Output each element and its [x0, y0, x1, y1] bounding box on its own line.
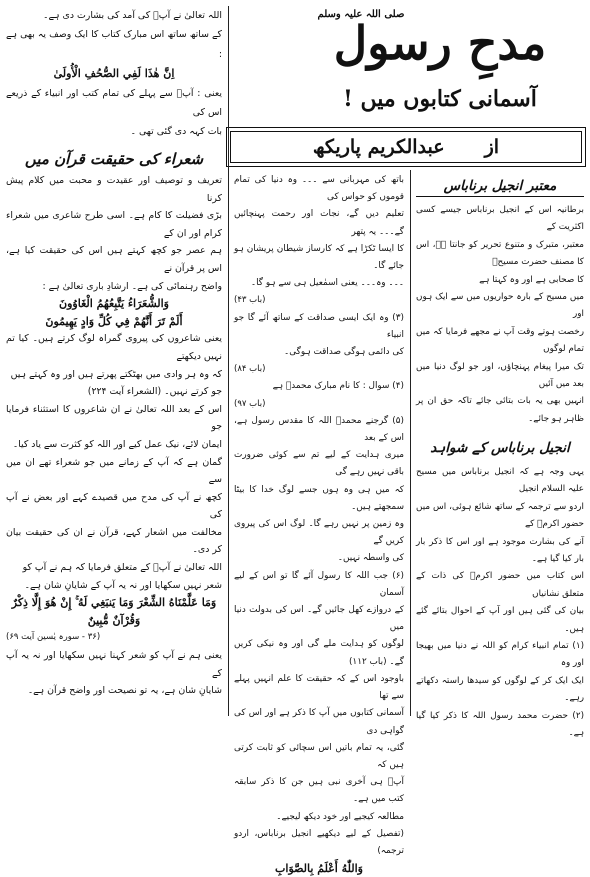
text-line: کا ایسا ٹکڑا ہے کہ کارساز شیطان پریشان ہو جائے گا۔: [234, 243, 404, 272]
chapter-ref: (باب ۸۴): [234, 364, 266, 375]
text-line: شایانِ شان ہے، یہ تو نصیحت اور واضح قرآن ہے۔: [27, 685, 222, 697]
text-line: کے دروازے کھل جائیں گے۔ اس کی بدولت دنیا میں: [234, 605, 404, 633]
text-line: آنے کی بشارت موجود ہے اور اس کا ذکر بار بار کیا گیا ہے۔: [416, 536, 584, 565]
text-line: برطانیہ اس کے انجیل برناباس جیسے کسی اکثریت کے: [416, 205, 584, 233]
text-line: یعنی شاعروں کی پیروی گمراہ لوگ کرتے ہیں۔ کیا تم نہیں دیکھتے: [6, 333, 222, 362]
text-line: تعلیم دیں گے، نجات اور رحمت پہنچائیں گے۔۔۔ یہ پتھر: [234, 209, 404, 237]
column-divider-left: [228, 6, 229, 716]
middle-column: [234, 172, 404, 877]
text-line: مطالعہ کیجیے اور خود دیکھ لیجیے۔: [276, 811, 404, 822]
text-line: میری ہدایت کے لیے تم سے کوئی ضرورت باقی نہیں رہے گی: [234, 450, 404, 478]
text-line: مخالفت میں اشعار کہے، قرآن نے ان کی حقیقت بیان کر دی۔: [6, 526, 222, 556]
text-line: گمان ہے کہ آپ کے زمانے میں جو شعراء تھے ان میں سے: [6, 456, 222, 486]
text-line: ہم عصر جو کچھ کہتے ہیں اس کی حقیقت کیا ہے، اس پر قرآن نے: [6, 245, 222, 274]
text-line: تک میرا پیغام پہنچاؤں، اور جو لوگ دنیا میں بعد میں آئیں: [416, 361, 584, 390]
text-line: ایمان لائے، نیک عمل کیے اور اللہ کو کثرت سے یاد کیا۔: [12, 438, 222, 450]
text-line: میں مسیح کے بارہ حواریوں میں سے ایک ہوں اور: [416, 292, 584, 320]
column-divider-right: [410, 170, 411, 716]
masthead-honorific: صلی اللہ علیہ وسلم: [317, 9, 405, 20]
text-line: یہی وجہ ہے کہ انجیل برناباس میں مسیح علیہ السلام انجیل: [416, 467, 584, 495]
text-line: بڑی فضیلت کا کام ہے۔ اسی طرح شاعری میں شعراء کرام اور ان کے: [6, 210, 222, 239]
text-line: ۔۔۔ وہ۔۔۔ یعنی اسمٰعیل ہی سے ہو گا۔: [250, 278, 404, 289]
text-line: وہ زمین پر نہیں رہے گا۔ لوگ اس کی پیروی کریں گے: [234, 519, 404, 547]
text-line: اس کے بعد اللہ تعالیٰ نے ان شاعروں کا استثناء فرمایا جو: [6, 403, 222, 433]
text-line: کہ میں ہی وہ ہوں جسے لوگ خدا کا بیٹا سمجھتے ہیں۔: [234, 484, 404, 512]
text-line: یعنی : آپؐ سے پہلے کی تمام کتب اور انبیاء کے ذریعے اس کی: [6, 87, 222, 119]
text-line: اللہ تعالیٰ نے آپؐ کے متعلق فرمایا کہ ہم نے آپ کو: [22, 562, 222, 574]
text-line: بیان کی گئی ہیں اور آپ کے احوال بتائے گئے ہیں۔: [416, 606, 584, 634]
text-line: باوجود اس کے کہ حقیقت کا علم انہیں پہلے سے تھا: [234, 673, 404, 702]
text-line: (۴) سوال : کا نام مبارک محمدؐ ہے: [272, 381, 404, 392]
chapter-ref: (باب ۹۷): [234, 398, 266, 409]
ayah-line: اِنَّ هٰذَا لَفِي الصُّحُفِ الْأُولَىٰ: [53, 67, 175, 81]
text-line: یعنی ہم نے آپ کو شعر کہنا نہیں سکھایا اور نہ یہ آپ کے: [6, 650, 222, 679]
text-line: کا صحابی ہے اور وہ کہتا ہے: [479, 274, 584, 285]
text-line: انہیں بھی یہ بات بتائی جائے تاکہ حق ان پر ظاہر ہو جائے۔: [416, 396, 584, 424]
text-line: (۶) جب اللہ کا رسول آئے گا تو اس کے لیے آسمان: [234, 570, 404, 598]
masthead-subtitle: آسمانی کتابوں میں !: [343, 86, 537, 112]
text-line: ایک ایک کر کے لوگوں کو سیدھا راستہ دکھاتے رہے۔: [416, 675, 584, 704]
ayah-line: وَمَا عَلَّمْنَاهُ الشِّعْرَ وَمَا يَنبَغِي لَهُ ۚ إِنْ هُوَ إِلَّا ذِكْرٌ وَقُرْآنٌ مُّبِينٌ: [11, 596, 217, 627]
section-heading-evidence: انجیل برناباس کے شواہد: [430, 440, 570, 456]
author-banner: [226, 127, 586, 167]
text-line: اردو سے ترجمہ کے ساتھ شائع ہوئی، اس میں حضور اکرمؐ کے: [416, 501, 584, 530]
text-line: کے ساتھ ساتھ اس مبارک کتاب کا ایک وصف یہ بھی ہے :: [6, 29, 222, 60]
text-line: (۵) گرجنے محمدؐ اللہ کا مقدس رسول ہے، اس کے بعد: [234, 415, 404, 444]
author-name: عبدالکریم پاریکھ: [312, 136, 445, 158]
text-line: کہ وہ ہر وادی میں بھٹکتے پھرتے ہیں اور وہ کہتے ہیں: [10, 368, 222, 380]
text-line: اللہ تعالیٰ نے آپؐ کی آمد کی بشارت دی ہے۔: [43, 10, 222, 21]
text-line: لوگوں کو ہدایت ملے گی اور وہ نیکی کریں گے۔ (باب ۱۱۲): [234, 639, 404, 667]
ayah-line: أَلَمْ تَرَ أَنَّهُمْ فِي كُلِّ وَادٍ يَهِيمُونَ: [45, 314, 183, 328]
text-line: آسمانی کتابوں میں آپ کا ذکر ہے اور اس کی گواہی دی: [234, 708, 404, 736]
masthead-title: مدحِ رسول: [333, 16, 547, 70]
section-evidence-body: [416, 464, 584, 743]
text-line: (۱) تمام انبیاء کرام کو اللہ نے دنیا میں بھیجا اور وہ: [416, 641, 584, 669]
text-line: (۲) حضرت محمد رسول اللہ کا ذکر کیا گیا ہے۔: [416, 710, 584, 739]
text-line: (تفصیل کے لیے دیکھیے انجیل برناباس، اردو ترجمہ): [234, 828, 404, 856]
text-line: معتبر، متبرک و متنوع تحریر کو جانتا ہے، اس کا مصنف حضرت مسیحؑ: [416, 239, 584, 268]
ayah-reference: (۳۶ - سورہ یٰسین آیت ۶۹): [6, 632, 101, 643]
text-line: واضح رہنمائی کی ہے۔ ارشادِ باری تعالیٰ ہے :: [42, 280, 222, 292]
text-line: جو کرتے نہیں۔ (الشعراء آیت ۲۲۴): [87, 386, 222, 398]
left-top-text: [6, 6, 222, 142]
text-line: کی دائمی ہوگی صداقت ہوگی۔: [284, 347, 404, 358]
text-line: باتھ کی مہربانی سے ۔۔۔ وہ دنیا کی تمام قوموں کو حواس کی: [234, 175, 404, 203]
section-quran-body: [6, 172, 222, 700]
text-line: اس کتاب میں حضور اکرمؐ کی ذات کے متعلق نشانیاں: [416, 571, 584, 599]
text-line: کی واسطہ نہیں۔: [337, 553, 404, 564]
text-line: رخصت ہوتے وقت آپ نے مجھے فرمایا کہ میں تمام لوگوں: [416, 326, 584, 355]
text-line: (۳) وہ ایک ایسی صداقت کے ساتھ آئے گا جو انبیاء: [234, 312, 404, 340]
ayah-line: وَالشُّعَرَاءُ يَتَّبِعُهُمُ الْغَاوُونَ: [59, 297, 169, 311]
section-barnabas-body: [416, 202, 584, 428]
text-line: بات کہہ دی گئی تھی ۔: [130, 126, 222, 138]
section-heading-quran: شعراء کی حقیقت قرآن میں: [24, 150, 204, 168]
section-heading-barnabas: معتبر انجیل برناباس: [416, 176, 584, 197]
text-line: تعریف و توصیف اور عقیدت و محبت میں کلام پیش کرنا: [6, 175, 222, 204]
text-line: کچھ نے آپ کی مدح میں قصیدے کہے اور بعض نے آپ کی: [6, 491, 222, 521]
chapter-ref: (باب ۴۳): [234, 295, 266, 306]
text-line: آپؐ ہی آخری نبی ہیں جن کا ذکر سابقہ کتب میں ہے۔: [234, 777, 404, 805]
masthead: [300, 4, 590, 124]
closing-phrase: وَاللّٰهُ أَعْلَمُ بِالصَّوَابِ: [275, 862, 363, 876]
text-line: شعر نہیں سکھایا اور نہ یہ آپ کے شایانِ شان ہے۔: [24, 579, 222, 591]
author-label: از: [484, 136, 500, 158]
text-line: گئی، یہ تمام باتیں اس سچائی کو ثابت کرتی ہیں کہ: [234, 742, 404, 770]
